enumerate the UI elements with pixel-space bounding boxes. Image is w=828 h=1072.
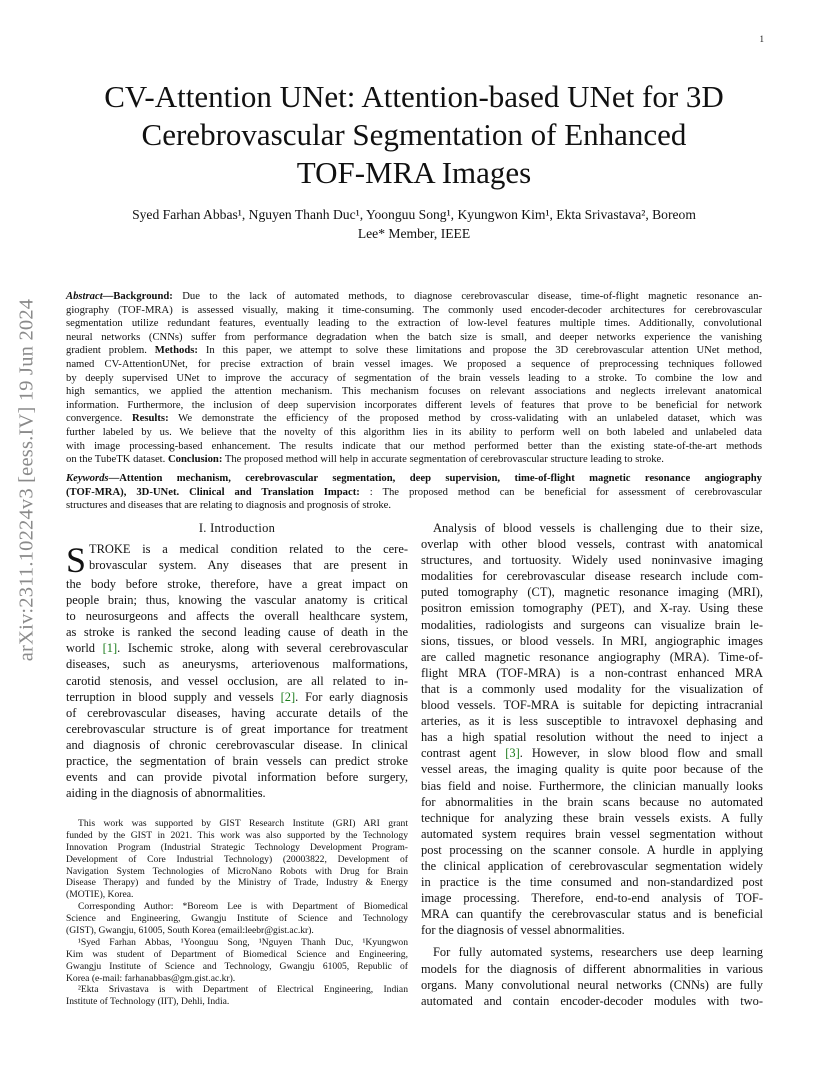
footnote-line: Science and Engineering, Gwangju Institute of Science and Technology: [66, 913, 408, 925]
abstract-line: segmentation utilize redundant features, eventually leading to the extraction of low-level features multiple times. Additionally, convolutional: [66, 318, 762, 330]
abstract-line: named CV-AttentionUNet, for precise extraction of brain vessel images. We proposed a sequence of preprocessing techniques followed: [66, 358, 762, 370]
body-line: for abnormalities in the brain scans because no automated: [421, 794, 763, 809]
footnote-line: Disease Therapy) and funded by the Ministry of Trade, Industry & Energy: [66, 877, 408, 889]
body-line: of cerebrovascular diseases, having accurate details of the: [66, 705, 408, 720]
keywords-label: Keywords: [66, 473, 109, 484]
arxiv-stamp-text: arXiv:2311.10224v3 [eess.IV] 19 Jun 2024: [15, 298, 38, 662]
body-line: overlap with other blood vessels, contrast with anatomical: [421, 537, 763, 552]
section-heading: I. Introduction: [198, 521, 276, 535]
abstract-line: We demonstrate the efficiency of the proposed method by cross-validating with an unlabeled dataset, which was: [168, 413, 762, 425]
body-line: automated and contain encoder-decoder modules with two-: [421, 993, 763, 1008]
results-label: Results:: [131, 413, 169, 425]
footnote-line: (GIST), Gwangju, 61005, South Korea (email:leebr@gist.ac.kr).: [66, 925, 314, 937]
body-line: as stroke is ranked the second leading cause of death in the: [66, 625, 408, 640]
footnote-line: Kim was student of Department of Biomedical Science and Engineering,: [66, 948, 408, 960]
citation-link[interactable]: [3]: [505, 746, 520, 761]
body-line: the body before stroke, therefore, have a great impact on: [66, 577, 408, 591]
footnote-line: ²Ekta Srivastava is with Department of Electrical Engineering, Indian: [78, 984, 408, 996]
body-line: . For early diagnosis: [295, 689, 408, 704]
abstract-line: neural networks (CNNs) suffer from performance degradation when the batch size is small, and deeper networks experience the vanishing: [66, 331, 762, 343]
body-line: puted tomography (CT), magnetic resonance imaging (MRI),: [421, 585, 763, 600]
body-line: automated system requires brain vessel segmentation without: [421, 826, 763, 841]
abstract-label: Abstract: [66, 291, 103, 302]
body-line: vessel areas, the imaging quality is quite poor because of the: [421, 762, 763, 777]
abstract: [66, 290, 762, 467]
body-line: models for the diagnosis of different abnormalities in various: [421, 961, 763, 976]
body-line: people brain; thus, knowing the vascular anatomy is critical: [66, 593, 408, 608]
abstract-line: giography (TOF-MRA) is assessed visually, making it time-consuming. The commonly used encoder-decoder architectures for cerebrovascular: [66, 304, 762, 316]
body-line: that is a commonly used modality for the visualization of: [421, 681, 763, 696]
paper-title: [66, 78, 762, 192]
footnote-line: (MOTIE), Korea.: [66, 889, 134, 901]
keywords-line: : The proposed method can be beneficial for assessment of cerebrovascular: [359, 486, 763, 498]
footnote-line: Development of Core Industrial Technology) (20003822, Development of: [66, 853, 408, 865]
body-line: and diagnosis of chronic cerebrovascular disease. In clinical: [66, 737, 408, 752]
body-line: events and can provide pivotal information before surgery,: [66, 770, 408, 785]
abstract-line: with image processing-based enhancement. The results indicate that our method performed better than the existing state-of-the-art methods: [66, 440, 762, 452]
page-number: 1: [759, 34, 764, 44]
abstract-line: on the TubeTK dataset.: [66, 454, 168, 466]
title-line: TOF-MRA Images: [296, 155, 532, 190]
footnote-line: Korea (e-mail: farhanabbas@gm.gist.ac.kr).: [66, 972, 236, 984]
abstract-line: by deeply supervised UNet to improve the accuracy of segmentation of the brain vessels leading to a stroke. To combine the low and: [66, 372, 762, 384]
background-label: —Background:: [102, 291, 173, 302]
footnote-line: ¹Syed Farhan Abbas, ¹Yoonguu Song, ¹Nguyen Thanh Duc, ¹Kyungwon: [78, 936, 408, 948]
body-line: diseases, such as aneurysms, arteriovenous malformations,: [66, 657, 408, 672]
conclusion-label: Conclusion:: [167, 454, 223, 466]
abstract-line: further labeled by us. We believe that the novelty of this algorithm lies in its ability to perform well on both labeled and unlabeled data: [66, 426, 762, 438]
body-line: has a high spatial resolution without the need to inject a: [421, 730, 763, 745]
body-line: to neurosurgeons and affects the overall healthcare system,: [66, 609, 408, 624]
abstract-line: high semantics, we applied the attention mechanism. This mechanism focuses on relevant associations and neglects irrelevant anatomical: [66, 386, 762, 398]
body-line: sions, tissues, or blood vessels. In MRI, angiographic images: [421, 633, 763, 648]
body-line: For fully automated systems, researchers use deep learning: [433, 945, 763, 960]
footnote-line: Institute of Technology (IIT), Dehli, India.: [66, 996, 230, 1008]
body-line: contrast agent: [421, 746, 506, 761]
body-line: world: [66, 641, 103, 656]
footnotes: [66, 818, 408, 1008]
body-line: positron emission tomography (PET), and X-ray. Using these: [421, 601, 763, 616]
body-line: post processing on the scanner console. A hurdle in applying: [421, 842, 763, 857]
footnote-line: funded by the GIST in 2021. This work was also supported by the Technology: [66, 829, 408, 841]
left-column: [66, 520, 408, 801]
methods-label: Methods:: [154, 345, 198, 357]
body-line: carotid stenosis, and vessel occlusion, are all related to in-: [66, 673, 408, 688]
body-line: TROKE is a medical condition related to the cere-: [89, 542, 408, 556]
body-line: arteries, as it is less susceptible to intravoxel dephasing and: [421, 714, 763, 729]
body-line: Analysis of blood vessels is challenging due to their size,: [433, 521, 763, 535]
body-line: in practice is the time consumed and non-standardized post: [421, 875, 763, 890]
right-column: [421, 520, 763, 1009]
body-line: . Ischemic stroke, along with several cerebrovascular: [117, 641, 408, 656]
body-line: structures, and tortuosity. Widely used noninvasive imaging: [421, 553, 763, 568]
arxiv-stamp: [10, 290, 44, 670]
body-line: . However, in slow blood flow and small: [519, 746, 763, 761]
footnote-line: This work was supported by GIST Research Institute (GRI) ARI grant: [78, 818, 408, 829]
body-line: are called magnetic resonance angiography (MRA). Time-of-: [421, 649, 763, 664]
abstract-line: convergence.: [66, 413, 132, 425]
author-line: Lee* Member, IEEE: [357, 226, 471, 241]
abstract-line: The proposed method will help in accurate segmentation of cerebrovascular structure leading to stroke.: [222, 454, 664, 466]
citation-link[interactable]: [2]: [280, 689, 296, 704]
body-line: modalities, radiologists and surgeons can visualize brain le-: [421, 617, 763, 632]
body-line: practice, the segmentation of brain vessels can predict stroke: [66, 754, 408, 769]
abstract-line: Due to the lack of automated methods, to diagnose cerebrovascular disease, time-of-flight magnetic resonance an-: [172, 291, 762, 302]
body-line: blood vessels. TOF-MRA is suitable for depicting intracranial: [421, 698, 763, 713]
body-line: image processing. Therefore, end-to-end analysis of TOF-: [421, 891, 763, 906]
body-line: MRA can quantify the cerebrovascular status and is beneficial: [421, 907, 763, 922]
body-line: for the diagnosis of vessel abnormalities.: [421, 923, 625, 938]
keywords: [66, 472, 762, 513]
body-line: modalities for cerebrovascular disease research include com-: [421, 569, 763, 584]
body-line: flight MRA (TOF-MRA) is a non-contrast enhanced MRA: [421, 665, 763, 680]
abstract-line: In this paper, we attempt to solve these limitations and propose the 3D cerebrovascular attention UNet method,: [197, 345, 762, 357]
body-line: cerebrovascular structure is of great importance for treatment: [66, 721, 408, 736]
keywords-line: (TOF-MRA), 3D-UNet. Clinical and Translation Impact:: [66, 486, 360, 498]
author-line: Syed Farhan Abbas¹, Nguyen Thanh Duc¹, Yoonguu Song¹, Kyungwon Kim¹, Ekta Srivastava², Boreom: [132, 207, 696, 222]
body-line: technique for analyzing these brain vessels exists. A fully: [421, 810, 763, 825]
footnote-line: Gwangju Institute of Science and Technology, Gwangju 61005, Republic of: [66, 960, 408, 972]
citation-link[interactable]: [1]: [102, 641, 118, 656]
title-line: Cerebrovascular Segmentation of Enhanced: [141, 117, 687, 152]
drop-cap: S: [66, 540, 87, 580]
body-line: aiding in the diagnosis of abnormalities.: [66, 786, 266, 801]
keywords-line: structures and diseases that are relating to diagnosis and prognosis of stroke.: [66, 500, 392, 512]
abstract-line: information. Furthermore, the inclusion of deep supervision incorporates different levels of features that prove to be beneficial for network: [66, 399, 762, 411]
footnote-line: Navigation System Technologies of MicroNano Robots with Drug for Brain: [66, 865, 408, 877]
body-line: terruption in blood supply and vessels: [66, 689, 281, 704]
abstract-line: gradient problem.: [66, 345, 155, 357]
keywords-line: —Attention mechanism, cerebrovascular segmentation, deep supervision, time-of-flight magnetic resonance angiography: [108, 473, 762, 484]
footnote-line: Corresponding Author: *Boreom Lee is with Department of Biomedical: [78, 901, 408, 913]
body-line: brovascular system. Any diseases that are present in: [89, 558, 408, 573]
author-list: [66, 205, 762, 243]
title-line: CV-Attention UNet: Attention-based UNet for 3D: [104, 79, 724, 114]
body-line: organs. Many convolutional neural networks (CNNs) are fully: [421, 977, 763, 992]
body-line: the clinical application of cerebrovascular segmentation widely: [421, 858, 763, 873]
body-line: bias field and noise. Furthermore, the clinician manually looks: [421, 778, 763, 793]
footnote-line: Innovation Program (Industrial Strategic Technology Development Program-: [66, 841, 408, 853]
